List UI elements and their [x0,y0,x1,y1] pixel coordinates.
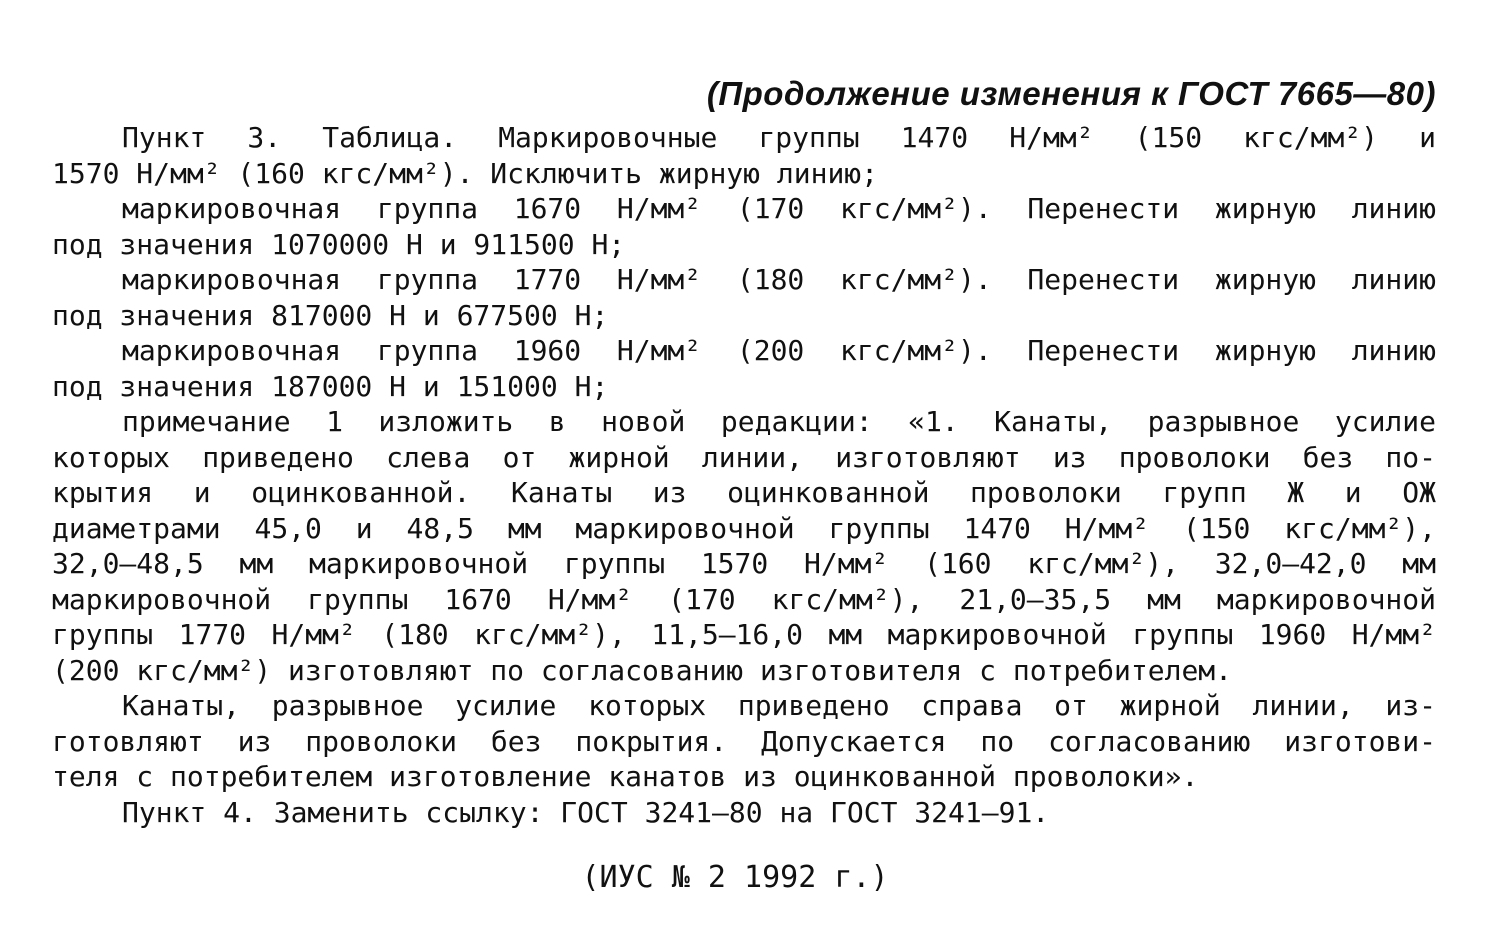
text-line: которых приведено слева от жирной линии, изготовляют из проволоки без по- [52,440,1436,474]
document-footer: (ИУС № 2 1992 г.) [581,860,889,895]
paragraph-4 [52,333,1436,404]
paragraph-note [52,404,1436,688]
text-line: маркировочной группы 1670 Н/мм² (170 кгс/мм²), 21,0—35,5 мм маркировочной [52,582,1436,616]
text-line: Пункт 4. Заменить ссылку: ГОСТ 3241—80 на ГОСТ 3241—91. [122,795,1050,829]
text-line: диаметрами 45,0 и 48,5 мм маркировочной группы 1470 Н/мм² (150 кгс/мм²), [52,511,1436,545]
document-header: (Продолжение изменения к ГОСТ 7665—80) [706,75,1436,112]
text-line: крытия и оцинкованной. Канаты из оцинкованной проволоки групп Ж и ОЖ [52,476,1436,509]
text-line: примечание 1 изложить в новой редакции: «1. Канаты, разрывное усилие [122,405,1436,438]
text-line: 32,0—48,5 мм маркировочной группы 1570 Н/мм² (160 кгс/мм²), 32,0—42,0 мм [52,547,1436,580]
text-line: 1570 Н/мм² (160 кгс/мм²). Исключить жирную линию; [52,156,879,190]
text-line: (200 кгс/мм²) изготовляют по согласованию изготовителя с потребителем. [52,653,1233,687]
text-line: под значения 817000 Н и 677500 Н; [52,298,609,332]
document-page [52,68,1436,908]
text-line: маркировочная группа 1670 Н/мм² (170 кгс/мм²). Перенести жирную линию [122,192,1436,225]
text-line: под значения 187000 Н и 151000 Н; [52,369,609,403]
paragraph-point-4 [52,795,1436,831]
paragraph-ropes [52,688,1436,795]
paragraph-2 [52,191,1436,262]
text-line: маркировочная группа 1770 Н/мм² (180 кгс/мм²). Перенести жирную линию [122,263,1436,296]
text-line: теля с потребителем изготовление канатов из оцинкованной проволоки». [52,760,1199,793]
paragraph-1 [52,120,1436,191]
text-line: маркировочная группа 1960 Н/мм² (200 кгс/мм²). Перенести жирную линию [122,334,1436,367]
text-line: под значения 1070000 Н и 911500 Н; [52,227,626,261]
text-line: группы 1770 Н/мм² (180 кгс/мм²), 11,5—16,0 мм маркировочной группы 1960 Н/мм² [52,618,1436,651]
text-line: Пункт 3. Таблица. Маркировочные группы 1470 Н/мм² (150 кгс/мм²) и [122,121,1436,154]
paragraph-3 [52,262,1436,333]
text-line: Канаты, разрывное усилие которых приведено справа от жирной линии, из- [122,689,1436,722]
text-line: готовляют из проволоки без покрытия. Допускается по согласованию изготови- [52,724,1436,758]
